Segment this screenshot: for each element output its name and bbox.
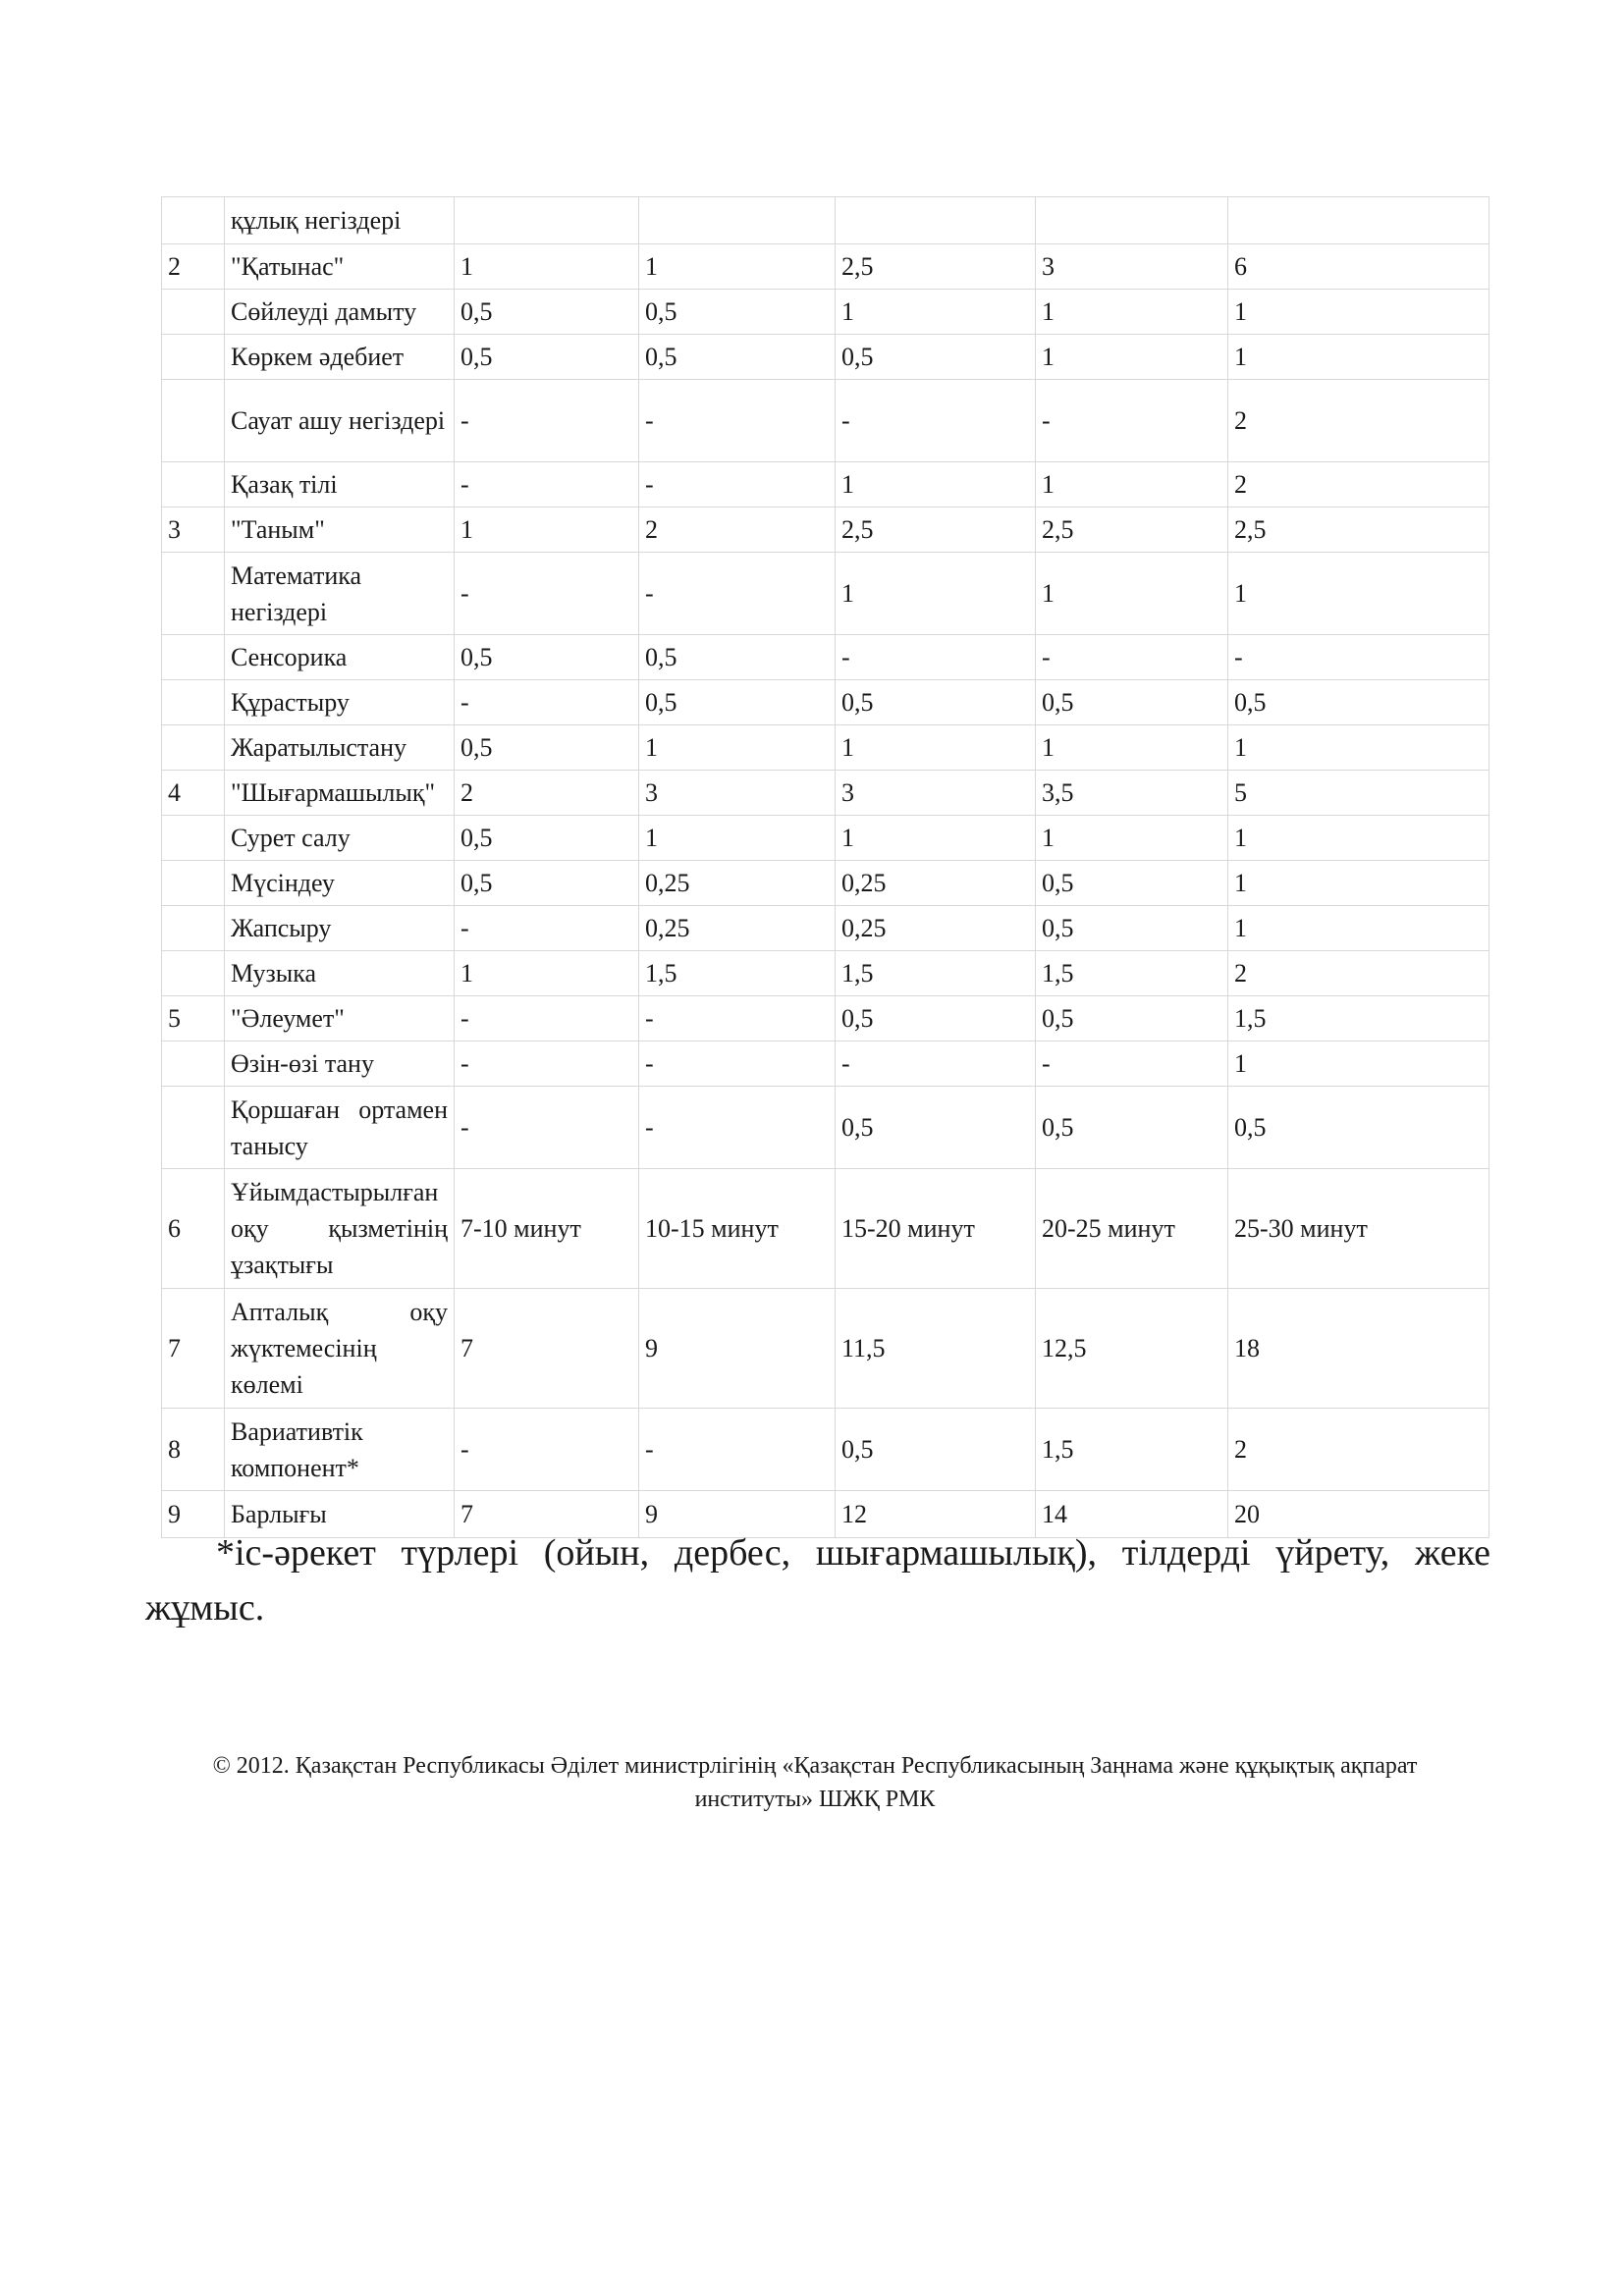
value-cell: -	[639, 996, 836, 1041]
value-cell: 1	[1036, 290, 1228, 335]
row-number-cell	[162, 906, 225, 951]
row-number-cell	[162, 290, 225, 335]
value-cell: 0,5	[455, 725, 639, 771]
value-cell: 0,5	[639, 290, 836, 335]
subject-name-cell: Қоршаған ортамен танысу	[225, 1087, 455, 1169]
value-cell: 1	[836, 290, 1036, 335]
subject-name-cell: Жапсыру	[225, 906, 455, 951]
value-cell: 11,5	[836, 1289, 1036, 1409]
value-cell: 0,5	[1228, 680, 1489, 725]
value-cell: 3	[836, 771, 1036, 816]
value-cell	[1036, 197, 1228, 244]
value-cell: 6	[1228, 244, 1489, 290]
table-row	[162, 816, 1489, 861]
value-cell: 14	[1036, 1491, 1228, 1538]
value-cell: 1,5	[1228, 996, 1489, 1041]
row-number-cell: 3	[162, 507, 225, 553]
row-number-cell	[162, 725, 225, 771]
value-cell: -	[455, 1041, 639, 1087]
value-cell: -	[1228, 635, 1489, 680]
subject-name-cell: Музыка	[225, 951, 455, 996]
value-cell: 2,5	[836, 507, 1036, 553]
value-cell	[455, 197, 639, 244]
value-cell: 0,5	[836, 680, 1036, 725]
row-number-cell: 5	[162, 996, 225, 1041]
value-cell: -	[836, 1041, 1036, 1087]
value-cell: -	[455, 996, 639, 1041]
table-row	[162, 725, 1489, 771]
value-cell: 2	[1228, 951, 1489, 996]
value-cell: 1	[1228, 725, 1489, 771]
row-number-cell	[162, 951, 225, 996]
value-cell: 2,5	[1036, 507, 1228, 553]
row-number-cell: 8	[162, 1409, 225, 1491]
value-cell: 1	[1036, 725, 1228, 771]
value-cell: 1	[1228, 861, 1489, 906]
value-cell: -	[639, 462, 836, 507]
table-row	[162, 996, 1489, 1041]
subject-name-cell: "Қатынас"	[225, 244, 455, 290]
value-cell: 0,5	[455, 335, 639, 380]
subject-name-cell: Сауат ашу негіздері	[225, 380, 455, 462]
table-body	[162, 197, 1489, 1538]
footnote: *іс-әрекет түрлері (ойын, дербес, шығармашылық), тілдерді үйрету, жеке жұмыс.	[145, 1532, 1490, 1629]
value-cell: -	[1036, 635, 1228, 680]
value-cell: -	[455, 906, 639, 951]
copyright-footer: © 2012. Қазақстан Республикасы Әділет министрлігінің «Қазақстан Республикасының Заңнама және құқықтық ақпарат институты» ШЖҚ РМК	[212, 1753, 1418, 1812]
value-cell	[639, 197, 836, 244]
table-row	[162, 462, 1489, 507]
value-cell: -	[455, 462, 639, 507]
value-cell: 10-15 минут	[639, 1169, 836, 1289]
value-cell: 1,5	[639, 951, 836, 996]
subject-name-cell: Жаратылыстану	[225, 725, 455, 771]
table-row	[162, 1289, 1489, 1409]
value-cell: -	[836, 380, 1036, 462]
value-cell: -	[455, 1087, 639, 1169]
subject-name-cell: "Шығармашылық"	[225, 771, 455, 816]
row-number-cell: 6	[162, 1169, 225, 1289]
subject-name-cell: Құрастыру	[225, 680, 455, 725]
table-row	[162, 680, 1489, 725]
value-cell: 1,5	[1036, 951, 1228, 996]
value-cell: 1	[836, 462, 1036, 507]
table-row	[162, 335, 1489, 380]
value-cell: 1	[1228, 906, 1489, 951]
value-cell: 1	[639, 725, 836, 771]
curriculum-table	[161, 196, 1489, 1538]
subject-name-cell: "Таным"	[225, 507, 455, 553]
value-cell: 0,5	[455, 635, 639, 680]
value-cell: 1	[1036, 816, 1228, 861]
table-row	[162, 771, 1489, 816]
value-cell: 25-30 минут	[1228, 1169, 1489, 1289]
value-cell: 1	[1228, 816, 1489, 861]
value-cell: 0,5	[1036, 906, 1228, 951]
row-number-cell: 7	[162, 1289, 225, 1409]
value-cell: 9	[639, 1491, 836, 1538]
row-number-cell: 2	[162, 244, 225, 290]
value-cell: 0,5	[639, 680, 836, 725]
table-row	[162, 861, 1489, 906]
value-cell: -	[639, 553, 836, 635]
row-number-cell	[162, 197, 225, 244]
value-cell: 0,5	[455, 861, 639, 906]
value-cell: 0,5	[455, 816, 639, 861]
value-cell: 2,5	[1228, 507, 1489, 553]
subject-name-cell: Көркем әдебиет	[225, 335, 455, 380]
value-cell: 1	[639, 244, 836, 290]
subject-name-cell: Апталық оқу жүктемесінің көлемі	[225, 1289, 455, 1409]
value-cell: 2	[1228, 380, 1489, 462]
value-cell: 2	[639, 507, 836, 553]
value-cell: 0,5	[639, 635, 836, 680]
value-cell: 1	[1036, 335, 1228, 380]
table-row	[162, 1041, 1489, 1087]
value-cell: 9	[639, 1289, 836, 1409]
subject-name-cell: құлық негіздері	[225, 197, 455, 244]
value-cell: 3,5	[1036, 771, 1228, 816]
value-cell: -	[1036, 1041, 1228, 1087]
value-cell: 7	[455, 1491, 639, 1538]
value-cell: 0,5	[1036, 861, 1228, 906]
row-number-cell	[162, 861, 225, 906]
table-row	[162, 1169, 1489, 1289]
value-cell: 0,5	[1036, 996, 1228, 1041]
value-cell: -	[639, 1087, 836, 1169]
subject-name-cell: Ұйымдастырылған оқу қызметінің ұзақтығы	[225, 1169, 455, 1289]
table-row	[162, 244, 1489, 290]
value-cell: -	[455, 1409, 639, 1491]
value-cell: 1	[455, 244, 639, 290]
value-cell: 0,5	[1228, 1087, 1489, 1169]
value-cell: 1	[836, 553, 1036, 635]
row-number-cell: 4	[162, 771, 225, 816]
value-cell: 1	[455, 951, 639, 996]
value-cell: 0,5	[836, 1409, 1036, 1491]
subject-name-cell: Сурет салу	[225, 816, 455, 861]
value-cell: 7-10 минут	[455, 1169, 639, 1289]
value-cell	[1228, 197, 1489, 244]
row-number-cell	[162, 335, 225, 380]
value-cell: 1,5	[836, 951, 1036, 996]
row-number-cell	[162, 1087, 225, 1169]
value-cell: -	[455, 380, 639, 462]
value-cell: 18	[1228, 1289, 1489, 1409]
value-cell: 0,25	[836, 861, 1036, 906]
table-row	[162, 553, 1489, 635]
value-cell: 1	[836, 725, 1036, 771]
row-number-cell	[162, 635, 225, 680]
value-cell: 2,5	[836, 244, 1036, 290]
value-cell: 0,25	[639, 861, 836, 906]
value-cell: 0,25	[639, 906, 836, 951]
row-number-cell	[162, 380, 225, 462]
subject-name-cell: "Әлеумет"	[225, 996, 455, 1041]
value-cell: 1,5	[1036, 1409, 1228, 1491]
value-cell: 0,25	[836, 906, 1036, 951]
value-cell: 20-25 минут	[1036, 1169, 1228, 1289]
table-row	[162, 1087, 1489, 1169]
value-cell: 2	[1228, 462, 1489, 507]
value-cell: 0,5	[455, 290, 639, 335]
row-number-cell	[162, 816, 225, 861]
value-cell: 1	[1228, 1041, 1489, 1087]
value-cell: 15-20 минут	[836, 1169, 1036, 1289]
value-cell: 0,5	[836, 335, 1036, 380]
row-number-cell	[162, 462, 225, 507]
value-cell: 1	[639, 816, 836, 861]
value-cell: 1	[1228, 335, 1489, 380]
table-row	[162, 380, 1489, 462]
subject-name-cell: Мүсіндеу	[225, 861, 455, 906]
table-row	[162, 1409, 1489, 1491]
table-row	[162, 906, 1489, 951]
value-cell: 0,5	[836, 996, 1036, 1041]
value-cell: 7	[455, 1289, 639, 1409]
value-cell: 1	[1228, 553, 1489, 635]
value-cell: 0,5	[639, 335, 836, 380]
value-cell: 2	[1228, 1409, 1489, 1491]
subject-name-cell: Вариативтік компонент*	[225, 1409, 455, 1491]
value-cell: -	[639, 1041, 836, 1087]
value-cell: -	[455, 553, 639, 635]
value-cell: -	[836, 635, 1036, 680]
value-cell: -	[1036, 380, 1228, 462]
value-cell: -	[639, 380, 836, 462]
value-cell: 12	[836, 1491, 1036, 1538]
value-cell: 1	[836, 816, 1036, 861]
subject-name-cell: Сенсорика	[225, 635, 455, 680]
value-cell: 0,5	[1036, 680, 1228, 725]
value-cell: -	[455, 680, 639, 725]
value-cell: 5	[1228, 771, 1489, 816]
value-cell: 12,5	[1036, 1289, 1228, 1409]
table-row	[162, 197, 1489, 244]
table-row	[162, 290, 1489, 335]
row-number-cell	[162, 1041, 225, 1087]
row-number-cell: 9	[162, 1491, 225, 1538]
value-cell: 3	[1036, 244, 1228, 290]
table-row	[162, 635, 1489, 680]
subject-name-cell: Өзін-өзі тану	[225, 1041, 455, 1087]
value-cell: 2	[455, 771, 639, 816]
subject-name-cell: Барлығы	[225, 1491, 455, 1538]
row-number-cell	[162, 680, 225, 725]
value-cell: 1	[1036, 553, 1228, 635]
value-cell	[836, 197, 1036, 244]
value-cell: 3	[639, 771, 836, 816]
value-cell: 1	[1228, 290, 1489, 335]
value-cell: 0,5	[836, 1087, 1036, 1169]
table-row	[162, 951, 1489, 996]
value-cell: 0,5	[1036, 1087, 1228, 1169]
value-cell: 1	[455, 507, 639, 553]
subject-name-cell: Қазақ тілі	[225, 462, 455, 507]
table-row	[162, 507, 1489, 553]
row-number-cell	[162, 553, 225, 635]
subject-name-cell: Сөйлеуді дамыту	[225, 290, 455, 335]
value-cell: -	[639, 1409, 836, 1491]
value-cell: 20	[1228, 1491, 1489, 1538]
value-cell: 1	[1036, 462, 1228, 507]
subject-name-cell: Математика негіздері	[225, 553, 455, 635]
